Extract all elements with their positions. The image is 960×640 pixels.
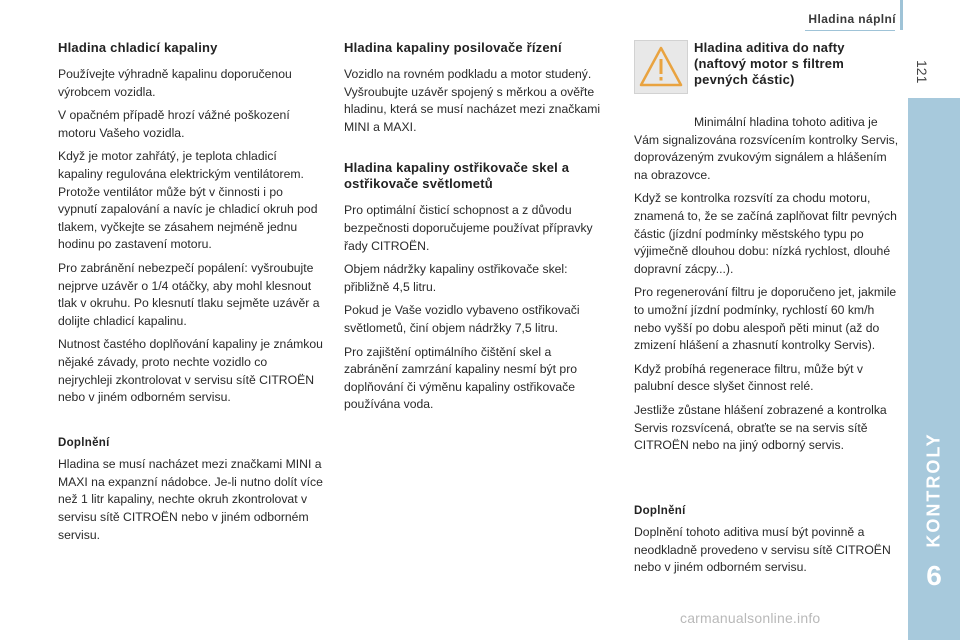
- warning-triangle-icon: [634, 40, 688, 94]
- warning-triangle-graphic: [639, 45, 683, 89]
- coolant-paragraph: Pro zabránění nebezpečí popálení: vyšroubujte nejprve uzávěr o 1/4 otáčky, aby mohl klesnout tlak v okruhu. Po klesnutí tlaku sejměte uzávěr a dolijte chladicí kapalinu.: [58, 260, 320, 328]
- chapter-side-tab: [908, 98, 960, 640]
- washer-paragraph: Pro optimální čisticí schopnost a z důvodu bezpečnosti doporučujeme používat přípravky řady CITROËN.: [344, 203, 593, 253]
- washer-paragraph: Pokud je Vaše vozidlo vybaveno ostřikovači světlometů, činí objem nádržky 7,5 litru.: [344, 303, 580, 335]
- coolant-paragraph: Nutnost častého doplňování kapaliny je známkou nějaké závady, proto nechte vozidlo co nejrychleji zkontrolovat v servisu sítě CITROËN nebo v jiném odborném servisu.: [58, 337, 323, 405]
- watermark: carmanualsonline.info: [680, 610, 821, 626]
- diesel-additive-paragraph: Když probíhá regenerace filtru, může být v palubní desce slyšet činnost relé.: [634, 361, 863, 394]
- chapter-label-text: KONTROLY: [923, 432, 944, 548]
- power-steering-paragraph: Vozidlo na rovném podkladu a motor studený. Vyšroubujte uzávěr spojený s měrkou a ověřte hladinu, která se musí nacházet mezi značkami MINI a MAXI.: [344, 67, 601, 134]
- diesel-additive-paragraph: Pro regenerování filtru je doporučeno jet, jakmile to umožní jízdní podmínky, rychlostí 60 km/h nebo vyšší po dobu alespoň pěti minut (až do zmizení hlášení a zhasnutí kontrolky Servis).: [634, 285, 897, 353]
- coolant-paragraph: Když je motor zahřátý, je teplota chladicí kapaliny regulována elektrickým ventilátorem. Protože ventilátor může být v činnosti i po vypnutí zapalování a navíc je chladicí okruh pod tlakem, vyčkejte se zásahem nejméně jednu hodinu po zastavení motoru.: [58, 149, 318, 252]
- diesel-additive-refill-heading: Doplnění: [634, 504, 686, 517]
- warning-block: [634, 40, 902, 114]
- power-steering-title: Hladina kapaliny posilovače řízení: [344, 40, 562, 55]
- header-rule: [805, 30, 895, 31]
- diesel-additive-paragraph: Když se kontrolka rozsvítí za chodu motoru, znamená to, že se začíná zaplňovat filtr pevných částic (jízdní podmínky městského typu po výjimečně dlouhou dobu: nízká rychlost, dlouhé dopravní zácpy...).: [634, 191, 897, 276]
- washer-title: Hladina kapaliny ostřikovače skel a ostřikovače světlometů: [344, 160, 570, 192]
- diesel-additive-title: Hladina aditiva do nafty (naftový motor s filtrem pevných částic): [694, 40, 845, 87]
- coolant-title: Hladina chladicí kapaliny: [58, 40, 218, 55]
- coolant-refill-text: Hladina se musí nacházet mezi značkami MINI a MAXI na expanzní nádobce. Je-li nutno dolít více než 1 litr kapaliny, nechte okruh zkontrolovat v servisu sítě CITROËN nebo v jiném odborném servisu.: [58, 457, 323, 542]
- washer-paragraph: Pro zajištění optimálního čištění skel a zabránění zamrzání kapaliny nesmí být pro doplňování či výměnu kapaliny ostřikovače používána voda.: [344, 344, 578, 412]
- diesel-additive-paragraph: Jestliže zůstane hlášení zobrazené a kontrolka Servis rozsvícená, obraťte se na servis sítě CITROËN nebo na jiný odborný servis.: [634, 402, 887, 453]
- washer-paragraph: Objem nádržky kapaliny ostřikovače skel: přibližně 4,5 litru.: [344, 262, 568, 294]
- coolant-column: [58, 40, 323, 550]
- coolant-paragraph: Používejte výhradně kapalinu doporučenou výrobcem vozidla.: [58, 67, 292, 99]
- coolant-refill-heading: Doplnění: [58, 436, 110, 449]
- chapter-label: [910, 430, 958, 550]
- header-accent-bar: [900, 0, 903, 30]
- page-number: [914, 60, 930, 86]
- page-number-text: 121: [914, 60, 930, 84]
- chapter-number: 6: [926, 560, 942, 591]
- section-title: Hladina náplní: [808, 12, 896, 26]
- coolant-paragraph: V opačném případě hrozí vážné poškození motoru Vašeho vozidla.: [58, 108, 290, 140]
- diesel-additive-column: [634, 40, 902, 583]
- diesel-additive-refill-text: Doplnění tohoto aditiva musí být povinně a neodkladně provedeno v servisu sítě CITROËN nebo v jiném odborném servisu.: [634, 525, 891, 575]
- diesel-additive-paragraph: Minimální hladina tohoto aditiva je Vám signalizována rozsvícením kontrolky Servis, doprovázeným zvukovým signálem a hlášením na obrazovce.: [634, 115, 899, 182]
- fluids-column: [344, 40, 606, 420]
